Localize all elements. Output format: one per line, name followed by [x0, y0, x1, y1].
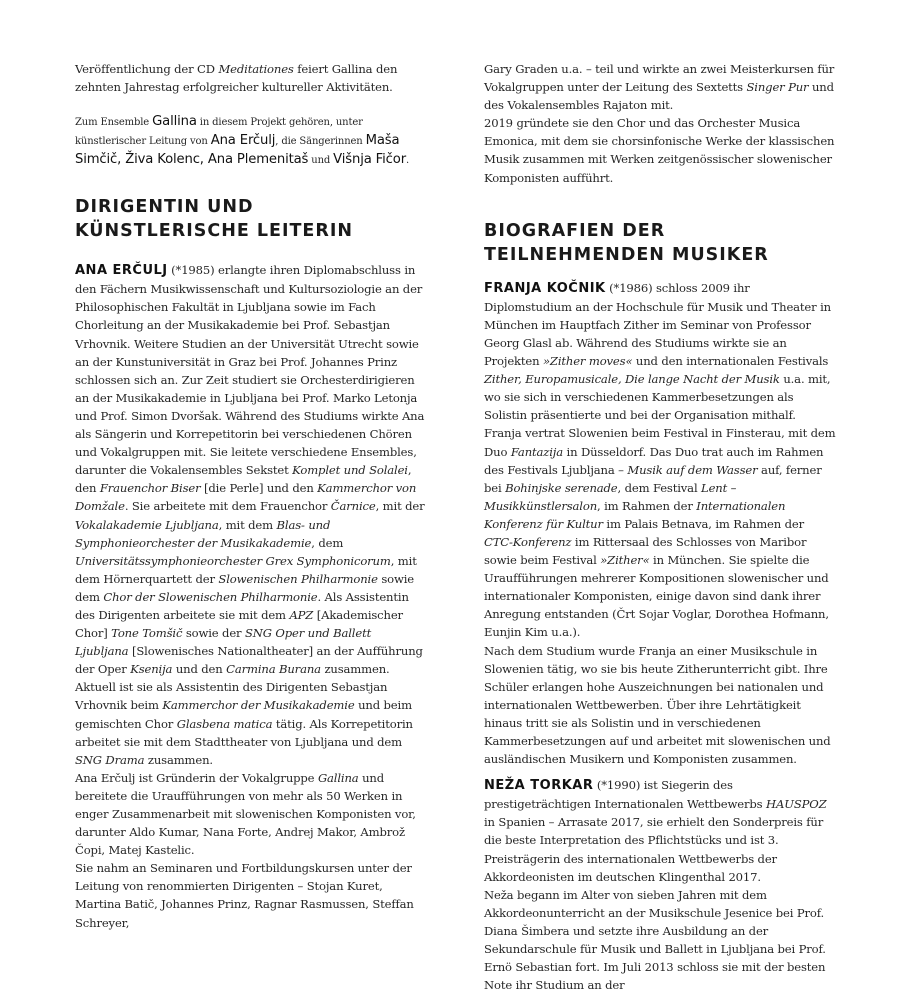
ensemble-members-paragraph: Zum Ensemble Gallina in diesem Projekt gehören, unter künstlerischer Leitung von Ana Erčulj, die Sängerinnen Maša Simčič, Živa Kolenc, Ana Plemenitaš und Višnja Fičor.	[75, 114, 409, 168]
musica-emonica-paragraph: 2019 gründete sie den Chor und das Orchester Musica Emonica, mit dem sie chorsinfonische Werke der klassischen Musik zusammen mit Werken zeitgenössischer slowenischer Komponisten aufführt.	[484, 116, 835, 185]
neza-torkar-bio: NEŽA TORKAR (*1990) ist Siegerin des prestigeträchtigen Internationalen Wettbewerbs HAUSPOZ in Spanien – Arrasate 2017, sie erhielt den Sonderpreis für die beste Interpretation des Pflichtstücks und ist 3. Preisträgerin des internationalen Wettbewerbs der Akkordeonisten im deutschen Klingenthal 2017.	[484, 778, 827, 884]
franja-kocnik-bio: FRANJA KOČNIK (*1986) schloss 2009 ihr Diplomstudium an der Hochschule für Musik und Theater in München im Hauptfach Zither im Seminar von Professor Georg Glasl ab. Während des Studiums wirkte sie an Projekten »Zither moves« und den internationalen Festivals Zither, Europamusicale, Die lange Nacht der Musik u.a. mit, wo sie sich in verschiedenen Kammerbesetzungen als Solistin präsentierte und bei der Organisation mithalf. Franja vertrat Slowenien beim Festival in Finsterau, mit dem Duo Fantazija in Düsseldorf. Das Duo trat auch im Rahmen des Festivals Ljubljana – Musik auf dem Wasser auf, ferner bei Bohinjske serenade, dem Festival Lent – Musikkünstlersalon, im Rahmen der Internationalen Konferenz für Kultur im Palais Betnava, im Rahmen der CTC-Konferenz im Rittersaal des Schlosses von Maribor sowie beim Festival »Zither« in München. Sie spielte die Uraufführungen mehrerer Kompositionen slowenischer und internationaler Komponisten, einige davon sind dank ihrer Anregung entstanden (Črt Sojar Voglar, Dorothea Hofmann, Eunjin Kim u.a.).	[484, 280, 836, 640]
ana-erculj-bio: ANA ERČULJ (*1985) erlangte ihren Diplomabschluss in den Fächern Musikwissenschaft und Kultursoziologie an der Philosophischen Fakultät in Ljubljana sowie im Fach Chorleitung an der Musikakademie bei Prof. Sebastjan Vrhovnik. Weitere Studien an der Universität Utrecht sowie an der Kunstuniversität in Graz bei Prof. Johannes Prinz schlossen sich an. Zur Zeit studiert sie Orchesterdirigieren an der Musikakademie in Ljubljana bei Prof. Marko Letonja und Prof. Simon Dvoršak. Während des Studiums wirkte Ana als Sängerin und Korrepetitorin bei verschiedenen Chören und Vokalgruppen mit. Sie leitete verschiedene Ensembles, darunter die Vokalensembles Sekstet Komplet und Solalei, den Frauenchor Biser [die Perle] und den Kammerchor von Domžale. Sie arbeitete mit dem Frauenchor Čarnice, mit der Vokalakademie Ljubljana, mit dem Blas- und Symphonieorchester der Musikakademie, dem Universitätssymphonieorchester Grex Symphonicorum, mit dem Hörnerquartett der Slowenischen Philharmonie sowie dem Chor der Slowenischen Philharmonie. Als Assistentin des Dirigenten arbeitete sie mit dem APZ [Akademischer Chor] Tone Tomšič sowie der SNG Oper und Ballett Ljubljana [Slowenisches Nationaltheater] an der Aufführung der Oper Ksenija und den Carmina Burana zusammen. Aktuell ist sie als Assistentin des Dirigenten Sebastjan Vrhovnik beim Kammerchor der Musikakademie und beim gemischten Chor Glasbena matica tätig. Als Korrepetitorin arbeitet sie mit dem Stadttheater von Ljubljana und dem SNG Drama zusammen.	[75, 263, 425, 767]
right-column	[484, 60, 836, 994]
ana-erculj-bio-seminars: Sie nahm an Seminaren und Fortbildungskursen unter der Leitung von renommierten Dirigenten – Stojan Kuret, Martina Batič, Johannes Prinz, Ragnar Rasmussen, Steffan Schreyer,	[75, 861, 414, 930]
musicians-heading: BIOGRAFIEN DER TEILNEHMENDEN MUSIKER	[484, 220, 769, 265]
franja-kocnik-bio-teaching: Nach dem Studium wurde Franja an einer Musikschule in Slowenien tätig, wo sie bis heute Zitherunterricht gibt. Ihre Schüler erlangen hohe Auszeichnungen bei nationalen und internationalen Wettbewerben. Über ihre Lehrtätigkeit hinaus tritt sie als Solistin und in verschiedenen Kammerbesetzungen auf und arbeitet mit slowenischen und ausländischen Musikern und Komponisten zusammen.	[484, 643, 831, 767]
continued-paragraph: Gary Graden u.a. – teil und wirkte an zwei Meisterkursen für Vokalgruppen unter der Leitung des Sextetts Singer Pur und des Vokalensembles Rajaton mit.	[484, 62, 835, 113]
left-column	[75, 60, 427, 932]
neza-torkar-bio-education: Neža begann im Alter von sieben Jahren mit dem Akkordeonunterricht an der Musikschule Jesenice bei Prof. Diana Šimbera und setzte ihre Ausbildung an der Sekundarschule für Musik und Ballett in Ljubljana bei Prof. Ernö Sebastian fort. Im Juli 2013 schloss sie mit der besten Note ihr Studium an der	[484, 887, 826, 993]
intro-paragraph: Veröffentlichung der CD Meditationes feiert Gallina den zehnten Jahrestag erfolgreicher kultureller Aktivitäten.	[75, 62, 398, 95]
ana-erculj-bio-founder: Ana Erčulj ist Gründerin der Vokalgruppe Gallina und bereitete die Uraufführungen von mehr als 50 Werken in enger Zusammenarbeit mit slowenischen Komponisten vor, darunter Aldo Kumar, Nana Forte, Andrej Makor, Ambrož Čopi, Matej Kastelic.	[75, 770, 416, 858]
conductor-heading: DIRIGENTIN UND KÜNSTLERISCHE LEITERIN	[75, 197, 354, 242]
